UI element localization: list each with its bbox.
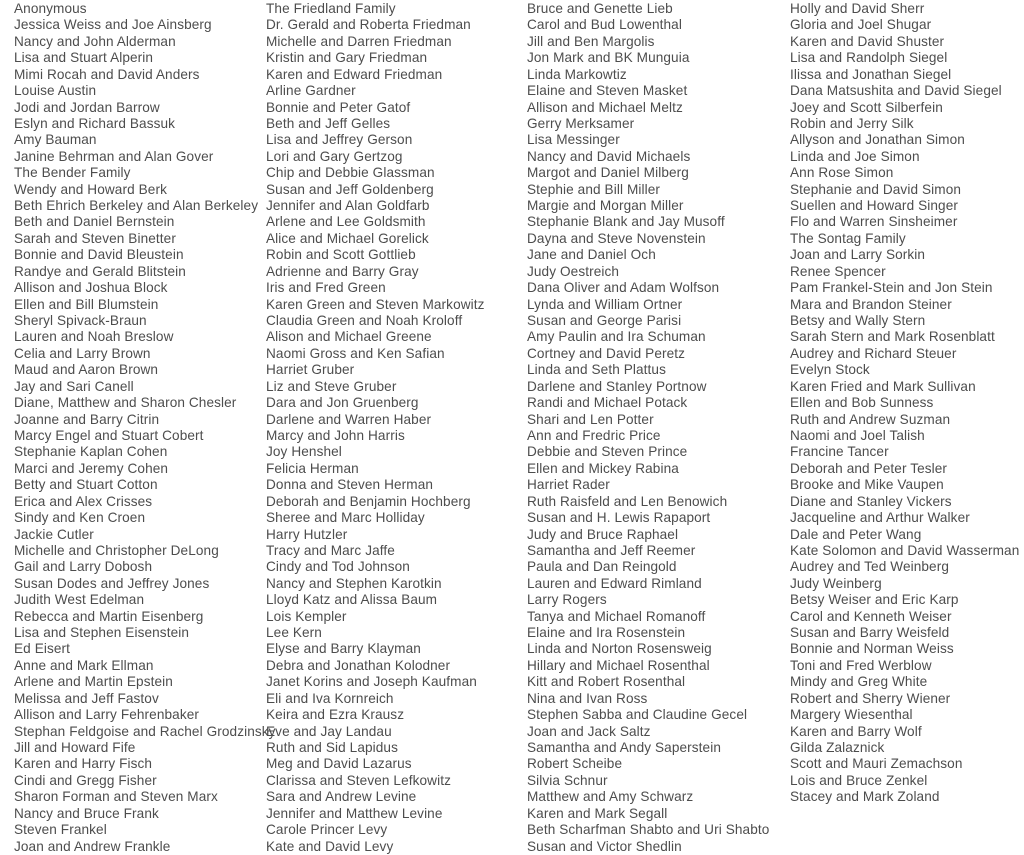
list-item: Carol and Kenneth Weiser xyxy=(790,608,952,624)
list-item: Nancy and John Alderman xyxy=(14,33,176,49)
list-item: Renee Spencer xyxy=(790,263,886,279)
list-item: Ellen and Bill Blumstein xyxy=(14,296,159,312)
list-item: Linda Markowtiz xyxy=(527,66,627,82)
list-item: Allyson and Jonathan Simon xyxy=(790,132,965,148)
list-item: Stephen Sabba and Claudine Gecel xyxy=(527,707,748,723)
list-item: Allison and Larry Fehrenbaker xyxy=(14,707,200,723)
list-item: Brooke and Mike Vaupen xyxy=(790,477,944,493)
list-item: Lisa Messinger xyxy=(527,132,620,148)
list-item: Lois Kempler xyxy=(266,608,347,624)
list-item: Jennifer and Matthew Levine xyxy=(266,805,443,821)
donor-column-1 xyxy=(14,1,276,855)
list-item: Bonnie and Norman Weiss xyxy=(790,641,954,657)
list-item: Toni and Fred Werblow xyxy=(790,657,932,673)
list-item: Keira and Ezra Krausz xyxy=(266,707,405,723)
list-item: Mindy and Greg White xyxy=(790,674,928,690)
list-item: Karen and Edward Friedman xyxy=(266,66,443,82)
list-item: Jane and Daniel Och xyxy=(527,247,656,263)
list-item: Ann Rose Simon xyxy=(790,165,894,181)
list-item: Eli and Iva Kornreich xyxy=(266,690,394,706)
list-item: Judy Oestreich xyxy=(527,263,620,279)
list-item: Amy Paulin and Ira Schuman xyxy=(527,329,706,345)
list-item: Audrey and Ted Weinberg xyxy=(790,559,949,575)
list-item: Carol and Bud Lowenthal xyxy=(527,17,682,33)
list-item: Lloyd Katz and Alissa Baum xyxy=(266,592,438,608)
list-item: Lauren and Edward Rimland xyxy=(527,575,702,591)
list-item: Anonymous xyxy=(14,1,87,16)
list-item: Diane, Matthew and Sharon Chesler xyxy=(14,395,237,411)
list-item: Kitt and Robert Rosenthal xyxy=(527,674,686,690)
list-item: Beth Ehrich Berkeley and Alan Berkeley xyxy=(14,198,259,214)
list-item: Harriet Rader xyxy=(527,477,610,493)
list-item: Robin and Scott Gottlieb xyxy=(266,247,416,263)
list-item: Harry Hutzler xyxy=(266,526,348,542)
list-item: Karen and Mark Segall xyxy=(527,805,668,821)
list-item: Ann and Fredric Price xyxy=(527,427,661,443)
list-item: Nancy and Stephen Karotkin xyxy=(266,575,442,591)
list-item: Jacqueline and Arthur Walker xyxy=(790,510,970,526)
list-item: Randye and Gerald Blitstein xyxy=(14,263,186,279)
list-item: Nancy and David Michaels xyxy=(527,148,691,164)
list-item: Judy and Bruce Raphael xyxy=(527,526,679,542)
list-item: Anne and Mark Ellman xyxy=(14,657,154,673)
list-item: Alice and Michael Gorelick xyxy=(266,230,429,246)
list-item: Joy Henshel xyxy=(266,444,342,460)
list-item: Deborah and Benjamin Hochberg xyxy=(266,493,471,509)
list-item: Robert Scheibe xyxy=(527,756,623,772)
list-item: Karen Fried and Mark Sullivan xyxy=(790,378,976,394)
list-item: Jessica Weiss and Joe Ainsberg xyxy=(14,17,212,33)
list-item: Elyse and Barry Klayman xyxy=(266,641,421,657)
list-item: Marci and Jeremy Cohen xyxy=(14,460,169,476)
list-item: Betty and Stuart Cotton xyxy=(14,477,158,493)
list-item: Karen and Harry Fisch xyxy=(14,756,153,772)
list-item: Meg and David Lazarus xyxy=(266,756,412,772)
list-item: Lauren and Noah Breslow xyxy=(14,329,174,345)
list-item: Marcy and John Harris xyxy=(266,427,405,443)
list-item: Stacey and Mark Zoland xyxy=(790,789,940,805)
list-item: Ed Eisert xyxy=(14,641,71,657)
list-item: Allison and Joshua Block xyxy=(14,280,168,296)
list-item: Jodi and Jordan Barrow xyxy=(14,99,160,115)
list-item: Liz and Steve Gruber xyxy=(266,378,397,394)
list-item: Karen and David Shuster xyxy=(790,33,945,49)
list-item: Eslyn and Richard Bassuk xyxy=(14,115,176,131)
list-item: Sharon Forman and Steven Marx xyxy=(14,789,218,805)
list-item: Silvia Schnur xyxy=(527,772,608,788)
list-item: Dana Oliver and Adam Wolfson xyxy=(527,280,720,296)
list-item: Francine Tancer xyxy=(790,444,889,460)
list-item: Janet Korins and Joseph Kaufman xyxy=(266,674,477,690)
list-item: Allison and Michael Meltz xyxy=(527,99,683,115)
list-item: Erica and Alex Crisses xyxy=(14,493,153,509)
list-item: Lisa and Jeffrey Gerson xyxy=(266,132,413,148)
list-item: Lisa and Randolph Siegel xyxy=(790,50,948,66)
donor-column-2 xyxy=(266,1,485,855)
list-item: Kate and David Levy xyxy=(266,838,394,854)
list-item: Audrey and Richard Steuer xyxy=(790,345,957,361)
list-item: Mara and Brandon Steiner xyxy=(790,296,952,312)
list-item: Kate Solomon and David Wasserman xyxy=(790,542,1020,558)
list-item: Donna and Steven Herman xyxy=(266,477,434,493)
list-item: Sheree and Marc Holliday xyxy=(266,510,425,526)
list-item: Michelle and Christopher DeLong xyxy=(14,542,219,558)
list-item: Adrienne and Barry Gray xyxy=(266,263,419,279)
list-item: Sarah Stern and Mark Rosenblatt xyxy=(790,329,995,345)
list-item: Susan and George Parisi xyxy=(527,313,682,329)
list-item: Elaine and Ira Rosenstein xyxy=(527,625,686,641)
list-item: Linda and Norton Rosensweig xyxy=(527,641,712,657)
list-item: Karen Green and Steven Markowitz xyxy=(266,296,485,312)
list-item: Arlene and Lee Goldsmith xyxy=(266,214,426,230)
list-item: Janine Behrman and Alan Gover xyxy=(14,148,214,164)
list-item: Mimi Rocah and David Anders xyxy=(14,66,200,82)
list-item: Cindi and Gregg Fisher xyxy=(14,772,157,788)
list-item: Gloria and Joel Shugar xyxy=(790,17,932,33)
list-item: Ellen and Mickey Rabina xyxy=(527,460,679,476)
list-item: Chip and Debbie Glassman xyxy=(266,165,435,181)
list-item: Marcy Engel and Stuart Cobert xyxy=(14,427,204,443)
list-item: Felicia Herman xyxy=(266,460,359,476)
list-item: Wendy and Howard Berk xyxy=(14,181,167,197)
list-item: Harriet Gruber xyxy=(266,362,355,378)
list-item: Judith West Edelman xyxy=(14,592,145,608)
list-item: Cortney and David Peretz xyxy=(527,345,686,361)
list-item: Stephanie and David Simon xyxy=(790,181,962,197)
list-item: Claudia Green and Noah Kroloff xyxy=(266,313,463,329)
list-item: Lisa and Stuart Alperin xyxy=(14,50,154,66)
list-item: Robert and Sherry Wiener xyxy=(790,690,951,706)
list-item: Bonnie and Peter Gatof xyxy=(266,99,411,115)
list-item: Susan and H. Lewis Rapaport xyxy=(527,510,711,526)
list-item: Ruth Raisfeld and Len Benowich xyxy=(527,493,728,509)
list-item: Nina and Ivan Ross xyxy=(527,690,648,706)
list-item: Tanya and Michael Romanoff xyxy=(527,608,706,624)
list-item: Dana Matsushita and David Siegel xyxy=(790,83,1002,99)
list-item: Ruth and Andrew Suzman xyxy=(790,411,951,427)
list-item: Paula and Dan Reingold xyxy=(527,559,677,575)
list-item: Susan and Barry Weisfeld xyxy=(790,625,950,641)
list-item: Darlene and Stanley Portnow xyxy=(527,378,707,394)
list-item: The Bender Family xyxy=(14,165,131,181)
list-item: Hillary and Michael Rosenthal xyxy=(527,657,710,673)
list-item: Robin and Jerry Silk xyxy=(790,115,914,131)
list-item: Arline Gardner xyxy=(266,83,356,99)
list-item: Jennifer and Alan Goldfarb xyxy=(266,198,430,214)
list-item: Iris and Fred Green xyxy=(266,280,386,296)
list-item: Stephie and Bill Miller xyxy=(527,181,661,197)
list-item: Lynda and William Ortner xyxy=(527,296,683,312)
list-item: Gerry Merksamer xyxy=(527,115,635,131)
list-item: Joan and Larry Sorkin xyxy=(790,247,926,263)
list-item: Karen and Barry Wolf xyxy=(790,723,922,739)
list-item: Linda and Seth Plattus xyxy=(527,362,666,378)
list-item: Stephanie Blank and Jay Musoff xyxy=(527,214,725,230)
list-item: Nancy and Bruce Frank xyxy=(14,805,159,821)
list-item: Flo and Warren Sinsheimer xyxy=(790,214,958,230)
donor-column-3 xyxy=(527,1,769,855)
list-item: Betsy Weiser and Eric Karp xyxy=(790,592,959,608)
list-item: Susan Dodes and Jeffrey Jones xyxy=(14,575,210,591)
list-item: Randi and Michael Potack xyxy=(527,395,688,411)
donor-column-4 xyxy=(790,1,1019,806)
list-item: Gilda Zalaznick xyxy=(790,739,885,755)
list-item: Susan and Victor Shedlin xyxy=(527,838,682,854)
list-item: Susan and Jeff Goldenberg xyxy=(266,181,434,197)
list-item: The Friedland Family xyxy=(266,1,396,16)
list-item: The Sontag Family xyxy=(790,230,906,246)
list-item: Linda and Joe Simon xyxy=(790,148,920,164)
list-item: Dara and Jon Gruenberg xyxy=(266,395,419,411)
list-item: Ilissa and Jonathan Siegel xyxy=(790,66,952,82)
list-item: Rebecca and Martin Eisenberg xyxy=(14,608,204,624)
list-item: Amy Bauman xyxy=(14,132,97,148)
list-item: Margie and Morgan Miller xyxy=(527,198,684,214)
list-item: Sarah and Steven Binetter xyxy=(14,230,176,246)
list-item: Carole Princer Levy xyxy=(266,822,388,838)
list-item: Deborah and Peter Tesler xyxy=(790,460,948,476)
list-item: Shari and Len Potter xyxy=(527,411,654,427)
list-item: Stephanie Kaplan Cohen xyxy=(14,444,168,460)
list-item: Beth and Daniel Bernstein xyxy=(14,214,175,230)
list-item: Jay and Sari Canell xyxy=(14,378,134,394)
list-item: Joey and Scott Silberfein xyxy=(790,99,943,115)
list-item: Stephan Feldgoise and Rachel Grodzinsky xyxy=(14,723,276,739)
list-item: Debbie and Steven Prince xyxy=(527,444,688,460)
list-item: Samantha and Andy Saperstein xyxy=(527,739,722,755)
list-item: Evelyn Stock xyxy=(790,362,870,378)
list-item: Dale and Peter Wang xyxy=(790,526,922,542)
list-item: Jackie Cutler xyxy=(14,526,94,542)
list-item: Joanne and Barry Citrin xyxy=(14,411,160,427)
list-item: Celia and Larry Brown xyxy=(14,345,151,361)
list-item: Holly and David Sherr xyxy=(790,1,925,16)
list-item: Naomi and Joel Talish xyxy=(790,427,925,443)
list-item: Lisa and Stephen Eisenstein xyxy=(14,625,190,641)
list-item: Maud and Aaron Brown xyxy=(14,362,159,378)
list-item: Sheryl Spivack-Braun xyxy=(14,313,147,329)
list-item: Naomi Gross and Ken Safian xyxy=(266,345,445,361)
list-item: Dr. Gerald and Roberta Friedman xyxy=(266,17,471,33)
list-item: Jill and Ben Margolis xyxy=(527,33,655,49)
list-item: Gail and Larry Dobosh xyxy=(14,559,153,575)
list-item: Larry Rogers xyxy=(527,592,607,608)
list-item: Sara and Andrew Levine xyxy=(266,789,417,805)
list-item: Michelle and Darren Friedman xyxy=(266,33,452,49)
list-item: Joan and Andrew Frankle xyxy=(14,838,171,854)
list-item: Lee Kern xyxy=(266,625,322,641)
list-item: Cindy and Tod Johnson xyxy=(266,559,410,575)
list-item: Samantha and Jeff Reemer xyxy=(527,542,696,558)
list-item: Melissa and Jeff Fastov xyxy=(14,690,159,706)
list-item: Jon Mark and BK Munguia xyxy=(527,50,690,66)
list-item: Louise Austin xyxy=(14,83,97,99)
list-item: Suellen and Howard Singer xyxy=(790,198,958,214)
list-item: Joan and Jack Saltz xyxy=(527,723,651,739)
list-item: Margot and Daniel Milberg xyxy=(527,165,689,181)
list-item: Arlene and Martin Epstein xyxy=(14,674,173,690)
list-item: Sindy and Ken Croen xyxy=(14,510,146,526)
list-item: Ruth and Sid Lapidus xyxy=(266,739,398,755)
list-item: Pam Frankel-Stein and Jon Stein xyxy=(790,280,993,296)
list-item: Steven Frankel xyxy=(14,822,107,838)
list-item: Debra and Jonathan Kolodner xyxy=(266,657,451,673)
list-item: Matthew and Amy Schwarz xyxy=(527,789,694,805)
list-item: Kristin and Gary Friedman xyxy=(266,50,428,66)
list-item: Bruce and Genette Lieb xyxy=(527,1,673,16)
list-item: Lois and Bruce Zenkel xyxy=(790,772,928,788)
list-item: Dayna and Steve Novenstein xyxy=(527,230,706,246)
list-item: Judy Weinberg xyxy=(790,575,882,591)
list-item: Beth and Jeff Gelles xyxy=(266,115,391,131)
list-item: Lori and Gary Gertzog xyxy=(266,148,403,164)
list-item: Jill and Howard Fife xyxy=(14,739,136,755)
list-item: Diane and Stanley Vickers xyxy=(790,493,952,509)
list-item: Elaine and Steven Masket xyxy=(527,83,688,99)
list-item: Margery Wiesenthal xyxy=(790,707,913,723)
list-item: Ellen and Bob Sunness xyxy=(790,395,934,411)
donor-list xyxy=(0,1,1024,854)
list-item: Tracy and Marc Jaffe xyxy=(266,542,395,558)
list-item: Alison and Michael Greene xyxy=(266,329,432,345)
list-item: Scott and Mauri Zemachson xyxy=(790,756,963,772)
list-item: Darlene and Warren Haber xyxy=(266,411,432,427)
list-item: Clarissa and Steven Lefkowitz xyxy=(266,772,451,788)
list-item: Eve and Jay Landau xyxy=(266,723,392,739)
list-item: Beth Scharfman Shabto and Uri Shabto xyxy=(527,822,770,838)
list-item: Betsy and Wally Stern xyxy=(790,313,926,329)
list-item: Bonnie and David Bleustein xyxy=(14,247,184,263)
